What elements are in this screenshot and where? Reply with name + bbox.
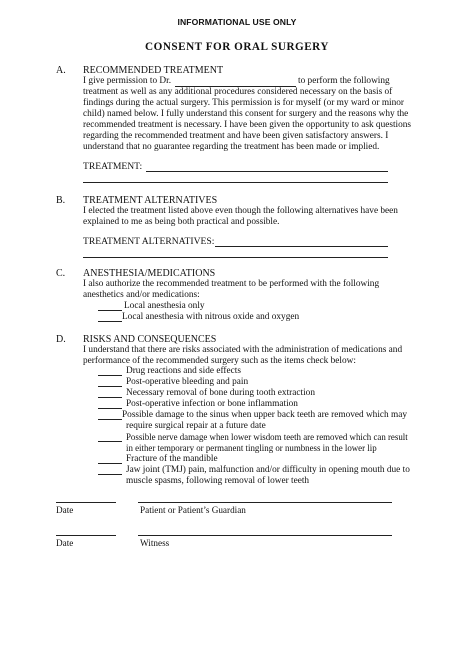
checkbox-line[interactable] [98, 386, 122, 387]
treatment-field-line[interactable] [146, 171, 388, 172]
checkbox-line[interactable] [98, 321, 122, 322]
document-title: CONSENT FOR ORAL SURGERY [145, 41, 329, 53]
patient-signature-line[interactable] [138, 502, 392, 503]
treatment-alternatives-label: TREATMENT ALTERNATIVES: [83, 236, 215, 247]
date-label-2: Date [56, 538, 74, 548]
section-c-letter: C. [56, 268, 66, 279]
checkbox-line[interactable] [98, 310, 122, 311]
section-c-heading: ANESTHESIA/MEDICATIONS [83, 268, 216, 279]
treatment-label: TREATMENT: [83, 161, 143, 172]
section-b-heading: TREATMENT ALTERNATIVES [83, 195, 218, 206]
section-a-letter: A. [56, 65, 66, 76]
date-signature-line-2[interactable] [56, 535, 116, 536]
treatment-alternatives-field-line[interactable] [215, 246, 388, 247]
treatment-field-line-2[interactable] [83, 182, 388, 183]
risk-item: Fracture of the mandible [126, 454, 218, 464]
section-a-heading: RECOMMENDED TREATMENT [83, 65, 224, 76]
risk-item-continued: in either temporary or permanent tingling or numbness in the lower lip [126, 443, 377, 453]
section-b-line: explained to me as being both practical and possible. [83, 217, 280, 227]
checkbox-line[interactable] [98, 441, 122, 442]
informational-use-note: INFORMATIONAL USE ONLY [177, 17, 297, 27]
anesthesia-option: Local anesthesia only [124, 301, 205, 311]
section-b-line: I elected the treatment listed above even though the following alternatives have been [83, 206, 398, 216]
section-d-letter: D. [56, 334, 66, 345]
risk-item: Post-operative infection or bone inflammation [126, 399, 298, 409]
section-a-line: child) named below. I fully understand this consent for surgery and the reasons why the [83, 109, 409, 119]
checkbox-line[interactable] [98, 474, 122, 475]
treatment-alternatives-field-line-2[interactable] [83, 257, 388, 258]
section-b-letter: B. [56, 195, 66, 206]
section-d-line: I understand that there are risks associated with the administration of medications and [83, 345, 403, 355]
section-d-heading: RISKS AND CONSEQUENCES [83, 334, 217, 345]
checkbox-line[interactable] [98, 419, 122, 420]
section-a-line: treatment as well as any additional procedures considered necessary on the basis of [83, 87, 393, 97]
section-a-line1-after: to perform the following [298, 76, 390, 86]
section-a-line1-before: I give permission to Dr. [83, 76, 172, 86]
section-d-line: performance of the recommended surgery such as the items check below: [83, 356, 356, 366]
risk-item: Possible nerve damage when lower wisdom teeth are removed which can result [126, 432, 408, 442]
checkbox-line[interactable] [98, 408, 122, 409]
patient-signature-label: Patient or Patient’s Guardian [140, 505, 246, 515]
risk-item: Necessary removal of bone during tooth extraction [126, 388, 315, 398]
witness-signature-label: Witness [140, 538, 170, 548]
risk-item: Possible damage to the sinus when upper back teeth are removed which may [122, 410, 408, 420]
section-c-line: anesthetics and/or medications: [83, 290, 200, 300]
checkbox-line[interactable] [98, 397, 122, 398]
risk-item-continued: muscle spasms, following removal of lower teeth [126, 476, 310, 486]
anesthesia-option: Local anesthesia with nitrous oxide and oxygen [122, 312, 300, 322]
risk-item: Jaw joint (TMJ) pain, malfunction and/or difficulty in opening mouth due to [126, 465, 410, 475]
checkbox-line[interactable] [98, 375, 122, 376]
risk-item: Post-operative bleeding and pain [126, 377, 249, 387]
risk-item: Drug reactions and side effects [126, 366, 241, 376]
section-a-line: understand that no guarantee regarding the treatment has been made or implied. [83, 142, 380, 152]
checkbox-line[interactable] [98, 463, 122, 464]
section-a-line: regarding the recommended treatment and have been given satisfactory answers. I [83, 131, 389, 141]
date-label: Date [56, 505, 74, 515]
date-signature-line[interactable] [56, 502, 116, 503]
section-a-line: findings during the actual surgery. This permission is for myself (or my ward or minor [83, 98, 405, 108]
section-c-line: I also authorize the recommended treatment to be performed with the following [83, 279, 380, 289]
witness-signature-line[interactable] [138, 535, 392, 536]
section-a-line: recommended treatment is necessary. I have been given the opportunity to ask questions [83, 120, 412, 130]
risk-item-continued: require surgical repair at a future date [126, 421, 266, 431]
